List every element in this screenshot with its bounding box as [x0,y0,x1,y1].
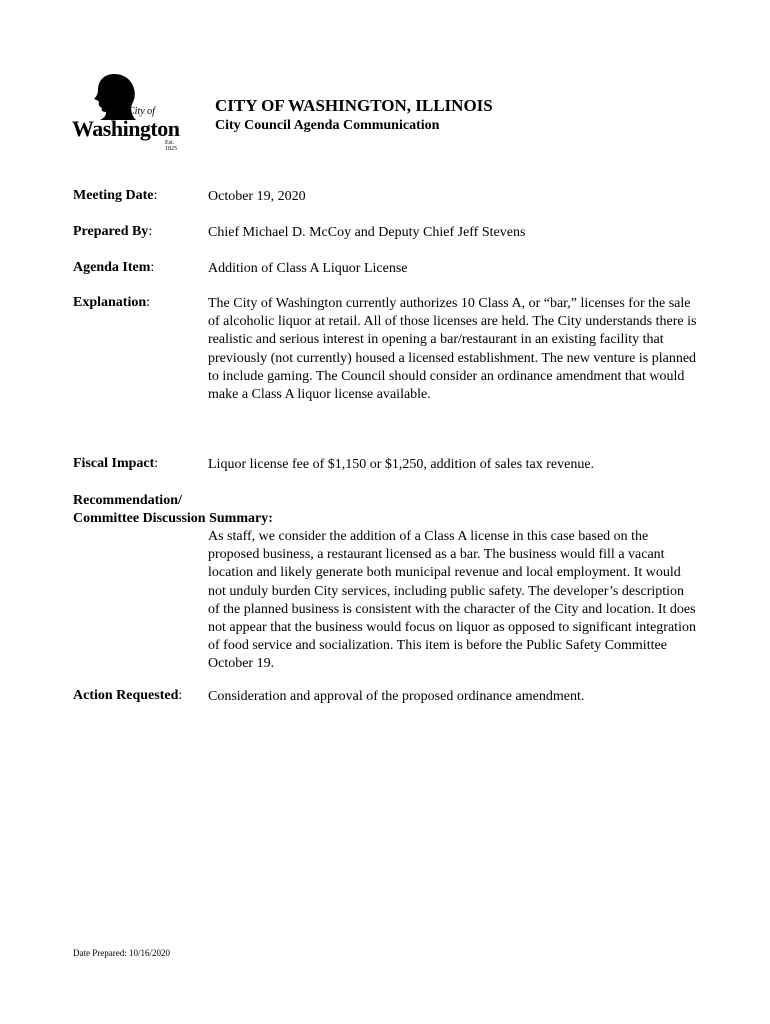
action-requested-value: Consideration and approval of the proposed ordinance amendment. [208,689,585,704]
date-prepared: Date Prepared: 10/16/2020 [73,948,170,958]
logo-wordmark: Washington [72,116,180,141]
explanation-label: Explanation: [73,295,151,310]
agenda-item-label: Agenda Item: [73,260,155,275]
city-logo [70,72,185,152]
agenda-item-value: Addition of Class A Liquor License [208,261,408,276]
document-subtitle: City Council Agenda Communication [215,118,440,133]
document-title: CITY OF WASHINGTON, ILLINOIS [215,96,493,115]
recommendation-heading [73,492,273,528]
recommendation-heading-line2: Committee Discussion Summary: [73,511,273,526]
recommendation-text: As staff, we consider the addition of a Class A license in this case based on the proposed business, a restaurant licensed as a bar. The business would fill a vacant location and likely generate both municipal revenue and local employment. It would not unduly burden City services, including public safety. The developer’s description of the planned business is consistent with the character of the City and location. It does not appear that the business would focus on liquor as opposed to significant integration of food service and socialization. This item is before the Public Safety Committee October 19. [208,529,696,672]
explanation-text: The City of Washington currently authorizes 10 Class A, or “bar,” licenses for the sale of alcoholic liquor at retail. All of those licenses are held. The City understands there is realistic and serious interest in opening a bar/restaurant in an existing facility that previously (not currently) housed a licensed establishment. The new venture is planned to include gaming. The Council should consider an ordinance amendment that would make a Class A liquor license available. [208,296,697,403]
fiscal-impact-value: Liquor license fee of $1,150 or $1,250, addition of sales tax revenue. [208,457,595,472]
prepared-by-label: Prepared By: [73,224,153,239]
meeting-date-value: October 19, 2020 [208,189,306,204]
prepared-by-value: Chief Michael D. McCoy and Deputy Chief Jeff Stevens [208,225,526,240]
meeting-date-label: Meeting Date: [73,188,158,203]
action-requested-label: Action Requested: [73,688,183,703]
logo-est: Est. 1825 [165,140,177,152]
logo-city-of: City of [128,106,155,117]
fiscal-impact-label: Fiscal Impact: [73,456,159,471]
recommendation-heading-line1: Recommendation/ [73,493,182,508]
